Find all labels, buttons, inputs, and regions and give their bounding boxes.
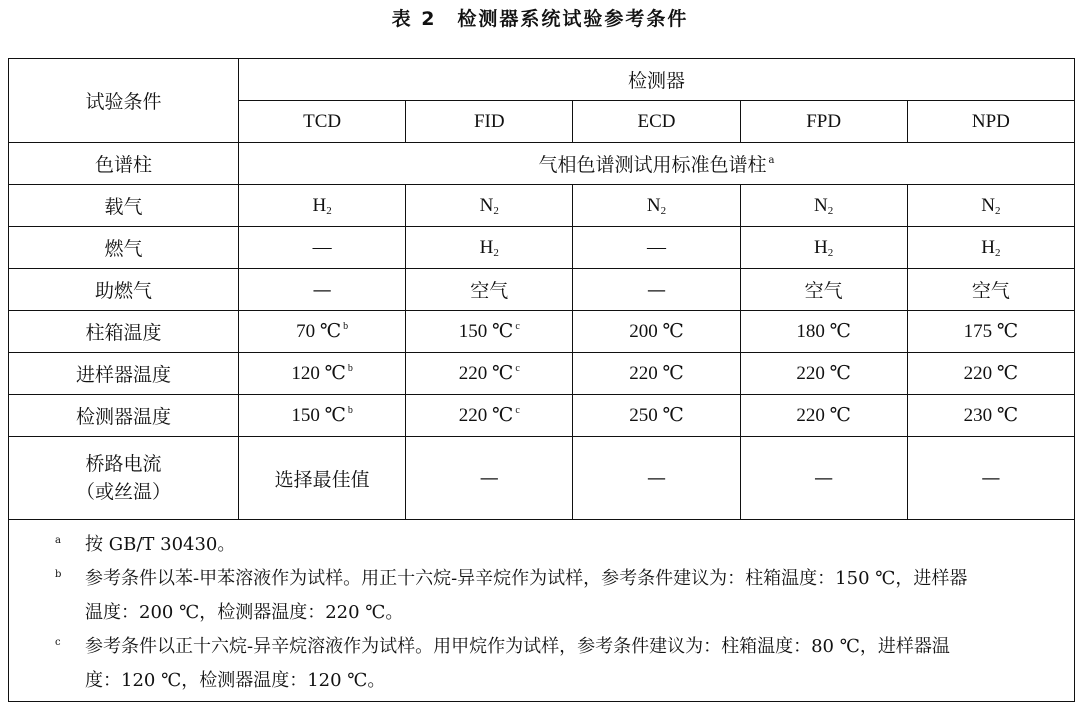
col-header: FPD xyxy=(740,101,907,143)
cell: — xyxy=(239,227,406,269)
cell: $N_2$ xyxy=(573,185,740,227)
cell: 空气 xyxy=(740,269,907,311)
footnote-b: b 参考条件以苯-甲苯溶液作为试样。用正十六烷-异辛烷作为试样，参考条件建议为：柱箱温度：150 ℃，进样器 温度：200 ℃，检测器温度：220 ℃。 xyxy=(55,568,968,623)
row-label: 载气 xyxy=(9,185,239,227)
cell: 175 ℃ xyxy=(907,311,1074,353)
cell: 220 ℃ $^c$ xyxy=(406,395,573,437)
cell: $H_2$ xyxy=(907,227,1074,269)
cell: — xyxy=(573,227,740,269)
cell: 选择最佳值 xyxy=(239,437,406,520)
cell: — xyxy=(573,269,740,311)
cell: 250 ℃ xyxy=(573,395,740,437)
row-inlet-temp xyxy=(9,353,1075,395)
row-carrier xyxy=(9,185,1075,227)
cell: 空气 xyxy=(406,269,573,311)
row-label: 助燃气 xyxy=(9,269,239,311)
cell: 180 ℃ xyxy=(740,311,907,353)
row-oven-temp xyxy=(9,311,1075,353)
row-detector-temp xyxy=(9,395,1075,437)
cell: 220 ℃ xyxy=(740,395,907,437)
footnotes xyxy=(55,528,1067,698)
cell: 150 ℃ $^c$ xyxy=(406,311,573,353)
row-label: 进样器温度 xyxy=(9,353,239,395)
row-column xyxy=(9,143,1075,185)
cell: — xyxy=(406,437,573,520)
cell: — xyxy=(573,437,740,520)
col-header: NPD xyxy=(907,101,1074,143)
cell: $H_2$ xyxy=(239,185,406,227)
row-support-gas xyxy=(9,269,1075,311)
row-label: 桥路电流 （或丝温） xyxy=(9,437,239,520)
cell: $N_2$ xyxy=(406,185,573,227)
cell: $N_2$ xyxy=(907,185,1074,227)
cell: 230 ℃ xyxy=(907,395,1074,437)
cell: 120 ℃ $^b$ xyxy=(239,353,406,395)
cell: 220 ℃ xyxy=(907,353,1074,395)
row-label: 色谱柱 xyxy=(9,143,239,185)
row-label: 检测器温度 xyxy=(9,395,239,437)
header-condition: 试验条件 xyxy=(9,59,239,143)
cell: 气相色谱测试用标准色谱柱 $^a$ xyxy=(239,143,1075,185)
cell: $H_2$ xyxy=(740,227,907,269)
col-header: FID xyxy=(406,101,573,143)
cell: 空气 xyxy=(907,269,1074,311)
cell: 220 ℃ xyxy=(740,353,907,395)
col-header: TCD xyxy=(239,101,406,143)
cell: 70 ℃ $^b$ xyxy=(239,311,406,353)
row-bridge-current xyxy=(9,437,1075,520)
header-detector: 检测器 xyxy=(239,59,1075,101)
cell: $H_2$ xyxy=(406,227,573,269)
cell: — xyxy=(239,269,406,311)
footnote-c: c 参考条件以正十六烷-异辛烷溶液作为试样。用甲烷作为试样，参考条件建议为：柱箱温度：80 ℃，进样器温 度：120 ℃，检测器温度：120 ℃。 xyxy=(55,636,950,691)
row-fuel xyxy=(9,227,1075,269)
row-label: 燃气 xyxy=(9,227,239,269)
cell: 200 ℃ xyxy=(573,311,740,353)
cell: — xyxy=(907,437,1074,520)
header-row-1 xyxy=(9,59,1075,101)
cell: 150 ℃ $^b$ xyxy=(239,395,406,437)
row-label: 柱箱温度 xyxy=(9,311,239,353)
cell: — xyxy=(740,437,907,520)
detector-conditions-table xyxy=(8,58,1075,520)
table-title: 表 2 检测器系统试验参考条件 xyxy=(391,8,689,30)
col-header: ECD xyxy=(573,101,740,143)
cell: $N_2$ xyxy=(740,185,907,227)
cell: 220 ℃ xyxy=(573,353,740,395)
footnote-a: a 按 GB/T 30430。 xyxy=(55,534,236,555)
cell: 220 ℃ $^c$ xyxy=(406,353,573,395)
